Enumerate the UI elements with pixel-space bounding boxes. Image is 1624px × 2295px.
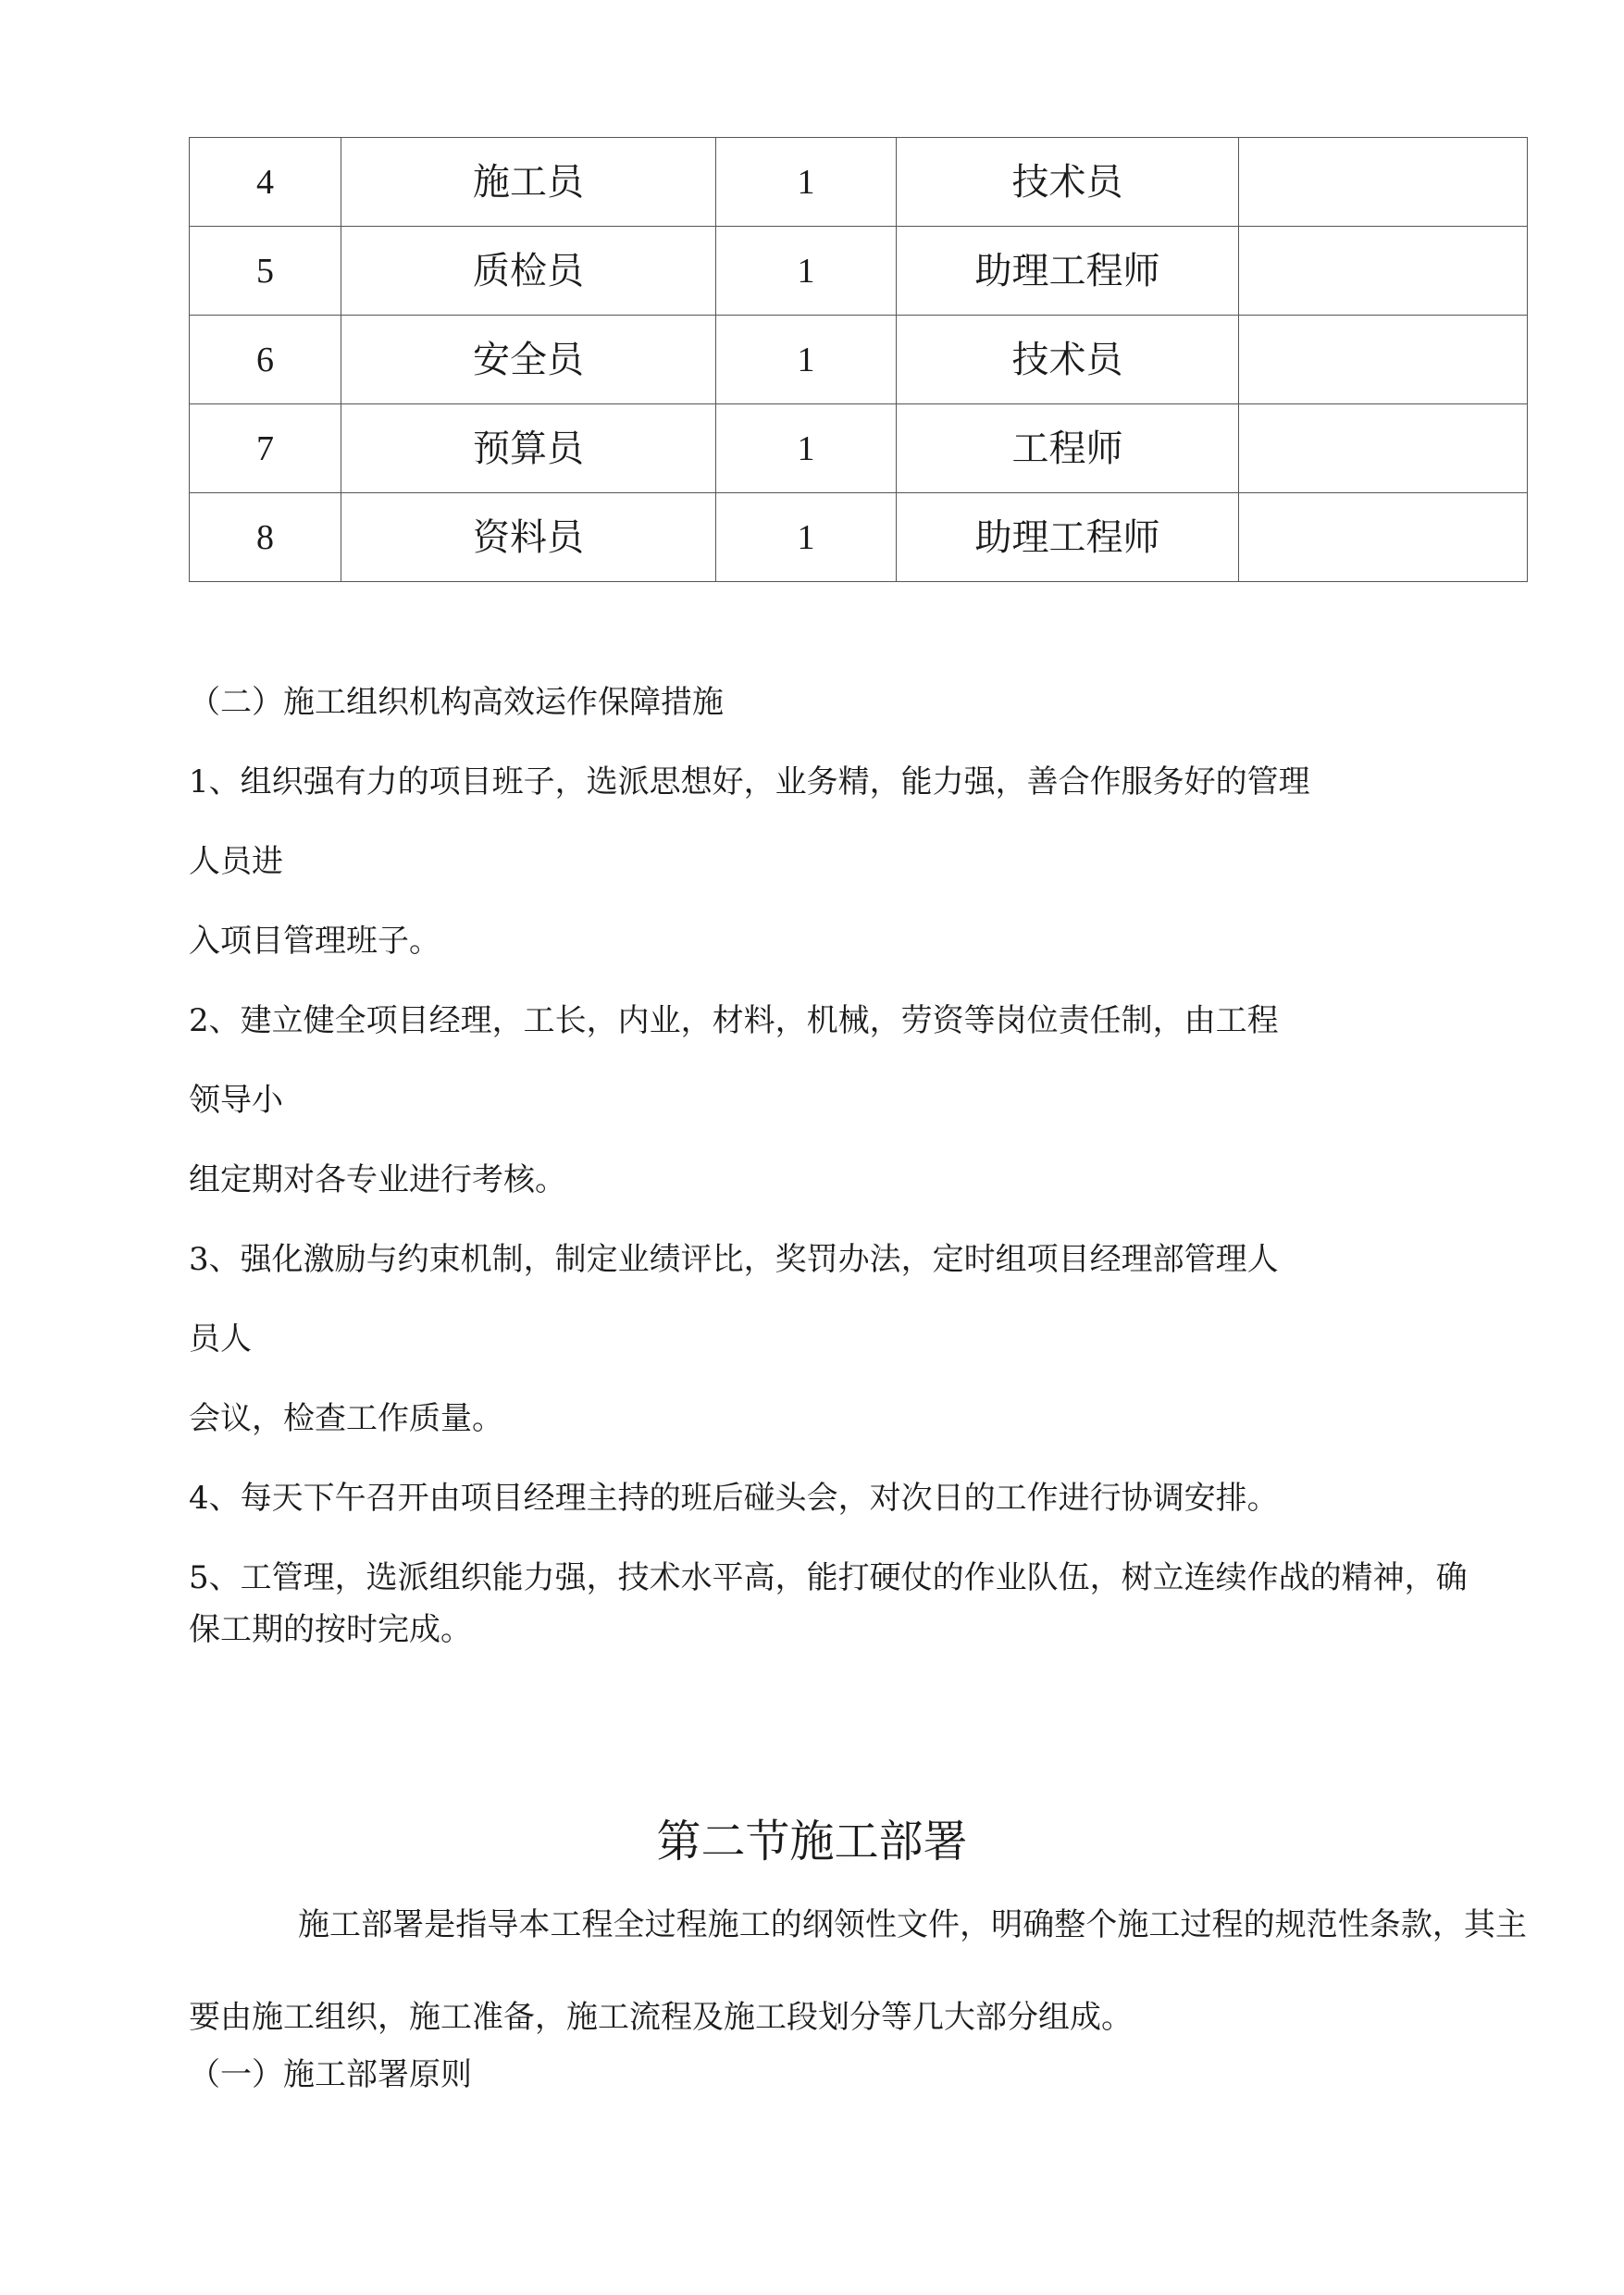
table-row <box>190 227 1528 316</box>
measure-2-line: 组定期对各专业进行考核。 <box>189 1161 566 1198</box>
title-cell: 技术员 <box>897 138 1239 227</box>
row-number-cell: 8 <box>190 493 341 582</box>
count-cell: 1 <box>716 138 897 227</box>
measure-4-line: 4、每天下午召开由项目经理主持的班后碰头会，对次日的工作进行协调安排。 <box>189 1480 1279 1517</box>
position-cell: 施工员 <box>341 138 716 227</box>
row-number-cell: 5 <box>190 227 341 316</box>
count-cell: 1 <box>716 227 897 316</box>
remark-cell <box>1239 493 1528 582</box>
position-cell: 预算员 <box>341 404 716 493</box>
title-cell: 助理工程师 <box>897 227 1239 316</box>
measure-1-line: 入项目管理班子。 <box>189 923 440 960</box>
measure-5-line: 5、工管理，选派组织能力强，技术水平高，能打硬仗的作业队伍，树立连续作战的精神，确 <box>189 1559 1468 1596</box>
remark-cell <box>1239 227 1528 316</box>
row-number-cell: 6 <box>190 316 341 404</box>
position-cell: 安全员 <box>341 316 716 404</box>
remark-cell <box>1239 404 1528 493</box>
position-cell: 资料员 <box>341 493 716 582</box>
measure-3-line: 会议，检查工作质量。 <box>189 1400 503 1437</box>
measure-3-line: 员人 <box>189 1321 252 1358</box>
count-cell: 1 <box>716 493 897 582</box>
section-heading: （二）施工组织机构高效运作保障措施 <box>189 684 724 721</box>
measure-3-line: 3、强化激励与约束机制，制定业绩评比，奖罚办法，定时组项目经理部管理人 <box>189 1241 1279 1278</box>
title-cell: 技术员 <box>897 316 1239 404</box>
position-cell: 质检员 <box>341 227 716 316</box>
count-cell: 1 <box>716 316 897 404</box>
table-row <box>190 404 1528 493</box>
measure-1-line: 1、组织强有力的项目班子，选派思想好，业务精，能力强，善合作服务好的管理 <box>189 763 1310 800</box>
table-row <box>190 316 1528 404</box>
title-cell: 工程师 <box>897 404 1239 493</box>
intro-paragraph: 施工部署是指导本工程全过程施工的纲领性文件，明确整个施工过程的规范性条款，其主要由施工组织，施工准备，施工流程及施工段划分等几大部分组成。 <box>189 1906 1527 2036</box>
remark-cell <box>1239 316 1528 404</box>
remark-cell <box>1239 138 1528 227</box>
section-title: 第二节施工部署 <box>656 1816 968 1867</box>
table-row <box>190 493 1528 582</box>
row-number-cell: 4 <box>190 138 341 227</box>
title-cell: 助理工程师 <box>897 493 1239 582</box>
measure-5-line: 保工期的按时完成。 <box>189 1611 472 1648</box>
table-row <box>190 138 1528 227</box>
measure-2-line: 领导小 <box>189 1082 283 1119</box>
measure-2-line: 2、建立健全项目经理，工长，内业，材料，机械，劳资等岗位责任制，由工程 <box>189 1002 1279 1039</box>
staff-table <box>189 137 1528 582</box>
row-number-cell: 7 <box>190 404 341 493</box>
count-cell: 1 <box>716 404 897 493</box>
measure-1-line: 人员进 <box>189 843 283 880</box>
subsection-heading: （一）施工部署原则 <box>189 2056 472 2093</box>
